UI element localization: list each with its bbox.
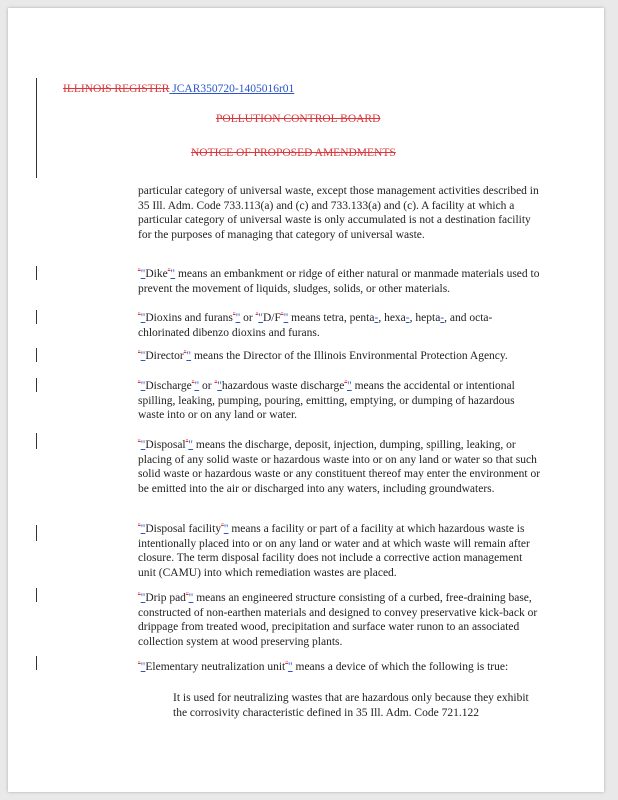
register-header [63,82,294,96]
deleted-quote: ” [285,661,288,668]
change-bar [36,310,37,324]
deleted-quote: “ [138,523,141,530]
inserted-quote: " [283,312,289,324]
term: Dioxins and furans [145,312,233,324]
inserted-quote: " [170,268,176,280]
deleted-quote: “ [214,380,218,387]
deleted-quote: ” [191,380,195,387]
definition-drip-pad [138,591,542,649]
deleted-quote: ” [185,592,189,599]
definition-body: means an engineered structure consisting of a curbed, free-draining base, constructed of non-earthen materials and designed to convey preservative kick-back or drippage from treated wood, precipitation and surface water runon to an associated collection system at wood preserving plants. [138,592,538,648]
term: Dike [145,268,168,280]
deleted-quote: “ [138,661,141,668]
board-deleted: POLLUTION CONTROL BOARD [216,113,381,125]
definition-dioxins [138,311,542,340]
definition-body: means tetra, penta [288,312,375,324]
term: Disposal facility [145,523,222,535]
board-title [216,112,380,126]
inserted-dash: - [405,312,410,324]
connector: or [240,312,256,324]
change-bar [36,588,37,602]
term: Elementary neutralization unit [145,661,286,673]
inserted-quote: " [217,380,222,392]
notice-title [191,146,396,160]
definition-body: , hepta [409,312,441,324]
inserted-quote: " [140,439,146,451]
deleted-quote: ” [221,523,224,530]
deleted-quote: “ [138,439,141,446]
deleted-quote: ” [167,268,171,275]
deleted-quote: “ [138,312,141,319]
inserted-quote: " [287,661,293,673]
deleted-quote: “ [138,268,141,275]
definition-body: means an embankment or ridge of either natural or manmade materials used to prevent the movement of liquids, sludges, solids, or other materials. [138,268,540,295]
definition-body: means the discharge, deposit, injection, dumping, spilling, leaking, or placing of any solid waste or hazardous waste into or on any land or water so that such solid waste or hazardous waste or any constituent thereof may enter the environment or be emitted into the air or discharged into any waters, including groundwaters. [138,439,541,495]
inserted-quote: " [140,380,146,392]
document-page [8,8,604,792]
deleted-quote: ” [280,312,284,319]
deleted-quote: “ [255,312,259,319]
register-inserted: JCAR350720-1405016r01 [172,83,295,95]
inserted-quote: " [140,592,146,604]
term: D/F [262,312,281,324]
change-bar [36,433,37,449]
inserted-quote: " [235,312,241,324]
inserted-quote: " [346,380,352,392]
definition-body: , hexa [378,312,406,324]
inserted-dash: - [374,312,379,324]
paragraph-universal-waste: particular category of universal waste, except those management activities described in 35 Ill. Adm. Code 733.113(a) and (c) and 733.133(a) and (c). A facility at which a particular category of universal waste is only accumulated is not a destination facility for the purposes of managing that category of universal waste. [138,185,539,241]
deleted-quote: “ [138,380,141,387]
term: Disposal [145,439,186,451]
deleted-quote: “ [138,592,141,599]
term: Drip pad [145,592,186,604]
inserted-quote: " [140,523,146,535]
inserted-quote: " [140,350,146,362]
deleted-quote: ” [185,439,189,446]
change-bar [36,656,37,670]
definition-body: means the accidental or intentional spilling, leaking, pumping, pouring, emitting, emptying, or dumping of hazardous waste into or on any land or water. [138,380,515,421]
inserted-quote: " [223,523,229,535]
inserted-quote: " [188,592,194,604]
term: Discharge [145,380,192,392]
definition-body: means the Director of the Illinois Environmental Protection Agency. [191,350,508,362]
inserted-dash: - [440,312,445,324]
term: Director [145,350,184,362]
definition-body: means a facility or part of a facility at which hazardous waste is intentionally placed into or on any land or water and at which waste will remain after closure. The term disposal facility does not include a corrective action management unit (CAMU) into which remediation wastes are placed. [138,523,530,579]
subparagraph-corrosivity: It is used for neutralizing wastes that are hazardous only because they exhibit the corrosivity characteristic defined in 35 Ill. Adm. Code 721.122 [173,692,529,719]
change-bar [36,266,37,280]
definition-body: means a device of which the following is true: [292,661,509,673]
inserted-quote: " [140,268,146,280]
inserted-quote: " [140,312,146,324]
term: hazardous waste discharge [221,380,345,392]
definition-elementary-neutralization-unit [138,660,542,675]
definition-dike [138,267,542,296]
change-bar [36,378,37,392]
deleted-quote: “ [138,350,141,357]
change-bar [36,348,37,362]
inserted-quote: " [188,439,193,451]
definition-disposal [138,438,542,496]
inserted-quote: " [258,312,263,324]
definition-discharge [138,379,542,423]
inserted-quote: " [186,350,192,362]
deleted-quote: ” [344,380,347,387]
connector: or [199,380,215,392]
inserted-quote: " [194,380,200,392]
notice-deleted: NOTICE OF PROPOSED AMENDMENTS [191,147,396,159]
inserted-quote: " [140,661,146,673]
change-bar [36,78,37,178]
deleted-quote: ” [183,350,187,357]
definition-disposal-facility [138,522,542,580]
deleted-quote: ” [232,312,236,319]
register-deleted: ILLINOIS REGISTER [63,83,170,95]
definition-body: , and octa-chlorinated dibenzo dioxins and furans. [138,312,493,339]
definition-director [138,349,542,364]
change-bar [36,525,37,541]
